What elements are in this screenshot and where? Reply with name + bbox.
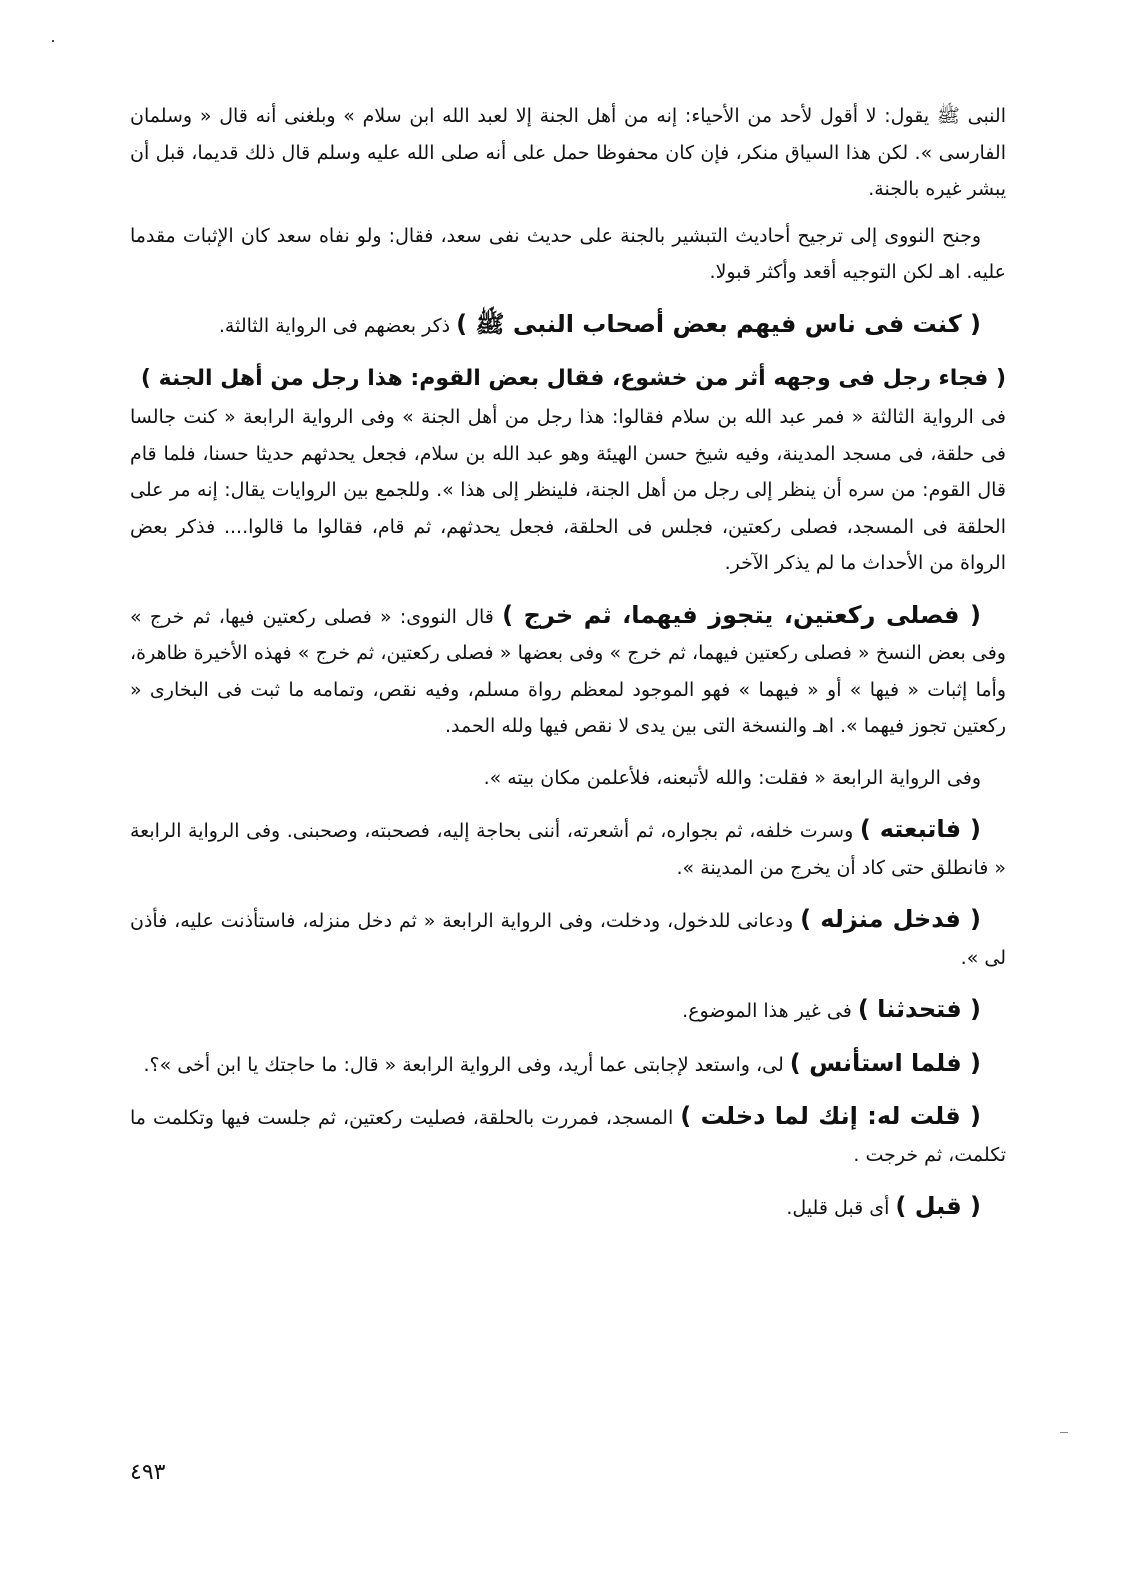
paragraph-12-text: أى قبل قليل. xyxy=(786,1197,896,1219)
paragraph-3 xyxy=(130,306,1006,345)
paragraph-12-heading: ( قبل ) xyxy=(895,1192,981,1220)
paragraph-10-heading: ( فلما استأنس ) xyxy=(789,1048,981,1077)
paragraph-6 xyxy=(130,760,1006,797)
page-body xyxy=(130,98,1006,1242)
paragraph-10 xyxy=(130,1045,1006,1084)
paragraph-7-text: وسرت خلفه، ثم بجواره، ثم أشعرته، أننى بحاجة إليه، فصحبته، وصحبنى. وفى الرواية الرابعة « فانطلق حتى كاد أن يخرج من المدينة ». xyxy=(130,820,1006,879)
scan-mark xyxy=(1060,1432,1068,1433)
paragraph-1-text: النبى ﷺ يقول: لا أقول لأحد من الأحياء: إنه من أهل الجنة إلا لعبد الله ابن سلام » وبلغنى أنه قال « وسلمان الفارسى ». لكن هذا السياق منكر، فإن كان محفوظا حمل على أنه صلى الله عليه وسلم قال ذلك قديما، قبل أن يبشر غيره بالجنة. xyxy=(130,105,1006,200)
paragraph-2-text: وجنح النووى إلى ترجيح أحاديث التبشير بالجنة على حديث نفى سعد، فقال: ولو نفاه سعد كان الإثبات مقدما عليه. اهـ لكن التوجيه أقعد وأكثر قبولا. xyxy=(130,224,1006,283)
paragraph-8 xyxy=(130,901,1006,976)
paragraph-9-text: فى غير هذا الموضوع. xyxy=(682,1000,858,1022)
paragraph-4-heading-line xyxy=(130,359,1006,399)
paragraph-12 xyxy=(130,1188,1006,1227)
paragraph-5-text: قال النووى: « فصلى ركعتين فيها، ثم خرج » وفى بعض النسخ « فصلى ركعتين فيهما، ثم خرج » وفى بعضها « فصلى ركعتين، ثم خرج » فهذه الأخيرة ظاهرة، وأما إثبات « فيها » أو « فيهما » فهو الموجود لمعظم رواة مسلم، وفيه نقص، وتمامه ما ثبت فى البخارى « ركعتين تجوز فيهما ». اهـ والنسخة التى بين يدى لا نقص فيها ولله الحمد. xyxy=(130,605,1006,737)
paragraph-5-heading: ( فصلى ركعتين، يتجوز فيهما، ثم خرج ) xyxy=(502,600,981,629)
paragraph-4 xyxy=(130,399,1006,582)
paragraph-4-text: فى الرواية الثالثة « فمر عبد الله بن سلام فقالوا: هذا رجل من أهل الجنة » وفى الرواية الرابعة « كنت جالسا فى حلقة، فى مسجد المدينة، وفيه شيخ حسن الهيئة وهو عبد الله بن سلام، فجعل يحدثهم حديثا حسنا، فلما قام قال القوم: من سره أن ينظر إلى رجل من أهل الجنة، فلينظر إلى هذا ». وللجمع بين الروايات يقال: إنه مر على الحلقة فى المسجد، فصلى ركعتين، فجلس فى الحلقة، فجعل يحدثهم، ثم قام، فقالوا ما قالوا.... فذكر بعض الرواة من الأحداث ما لم يذكر الآخر. xyxy=(130,406,1006,574)
paragraph-7-heading: ( فاتبعته ) xyxy=(859,815,981,843)
paragraph-9-heading: ( فتحدثنا ) xyxy=(857,995,981,1023)
paragraph-6-text: وفى الرواية الرابعة « فقلت: والله لأتبعنه، فلأعلمن مكان بيته ». xyxy=(483,766,981,789)
paragraph-7 xyxy=(130,811,1006,886)
paragraph-8-heading: ( فدخل منزله ) xyxy=(800,905,981,933)
paragraph-10-text: لى، واستعد لإجابتى عما أريد، وفى الرواية الرابعة « قال: ما حاجتك يا ابن أخى »؟. xyxy=(143,1053,790,1076)
paragraph-1 xyxy=(130,98,1006,208)
paragraph-11-text: المسجد، فمررت بالحلقة، فصليت ركعتين، ثم جلست فيها وتكلمت ما تكلمت، ثم خرجت . xyxy=(130,1107,1006,1166)
paragraph-3-heading: ( كنت فى ناس فيهم بعض أصحاب النبى ﷺ ) xyxy=(456,309,981,338)
paragraph-4-heading: ( فجاء رجل فى وجهه أثر من خشوع، فقال بعض القوم: هذا رجل من أهل الجنة ) xyxy=(140,366,1006,391)
paragraph-9 xyxy=(130,991,1006,1030)
paragraph-5 xyxy=(130,597,1006,745)
paragraph-8-text: ودعانى للدخول، ودخلت، وفى الرواية الرابعة « ثم دخل منزله، فاستأذنت عليه، فأذن لى ». xyxy=(130,910,1006,969)
paragraph-2 xyxy=(130,218,1006,291)
paragraph-3-text: ذكر بعضهم فى الرواية الثالثة. xyxy=(218,314,457,337)
paragraph-11 xyxy=(130,1098,1006,1173)
page-number: ٤٩٣ xyxy=(130,1460,166,1485)
paragraph-11-heading: ( قلت له: إنك لما دخلت ) xyxy=(680,1102,981,1130)
scan-speck xyxy=(52,40,54,42)
